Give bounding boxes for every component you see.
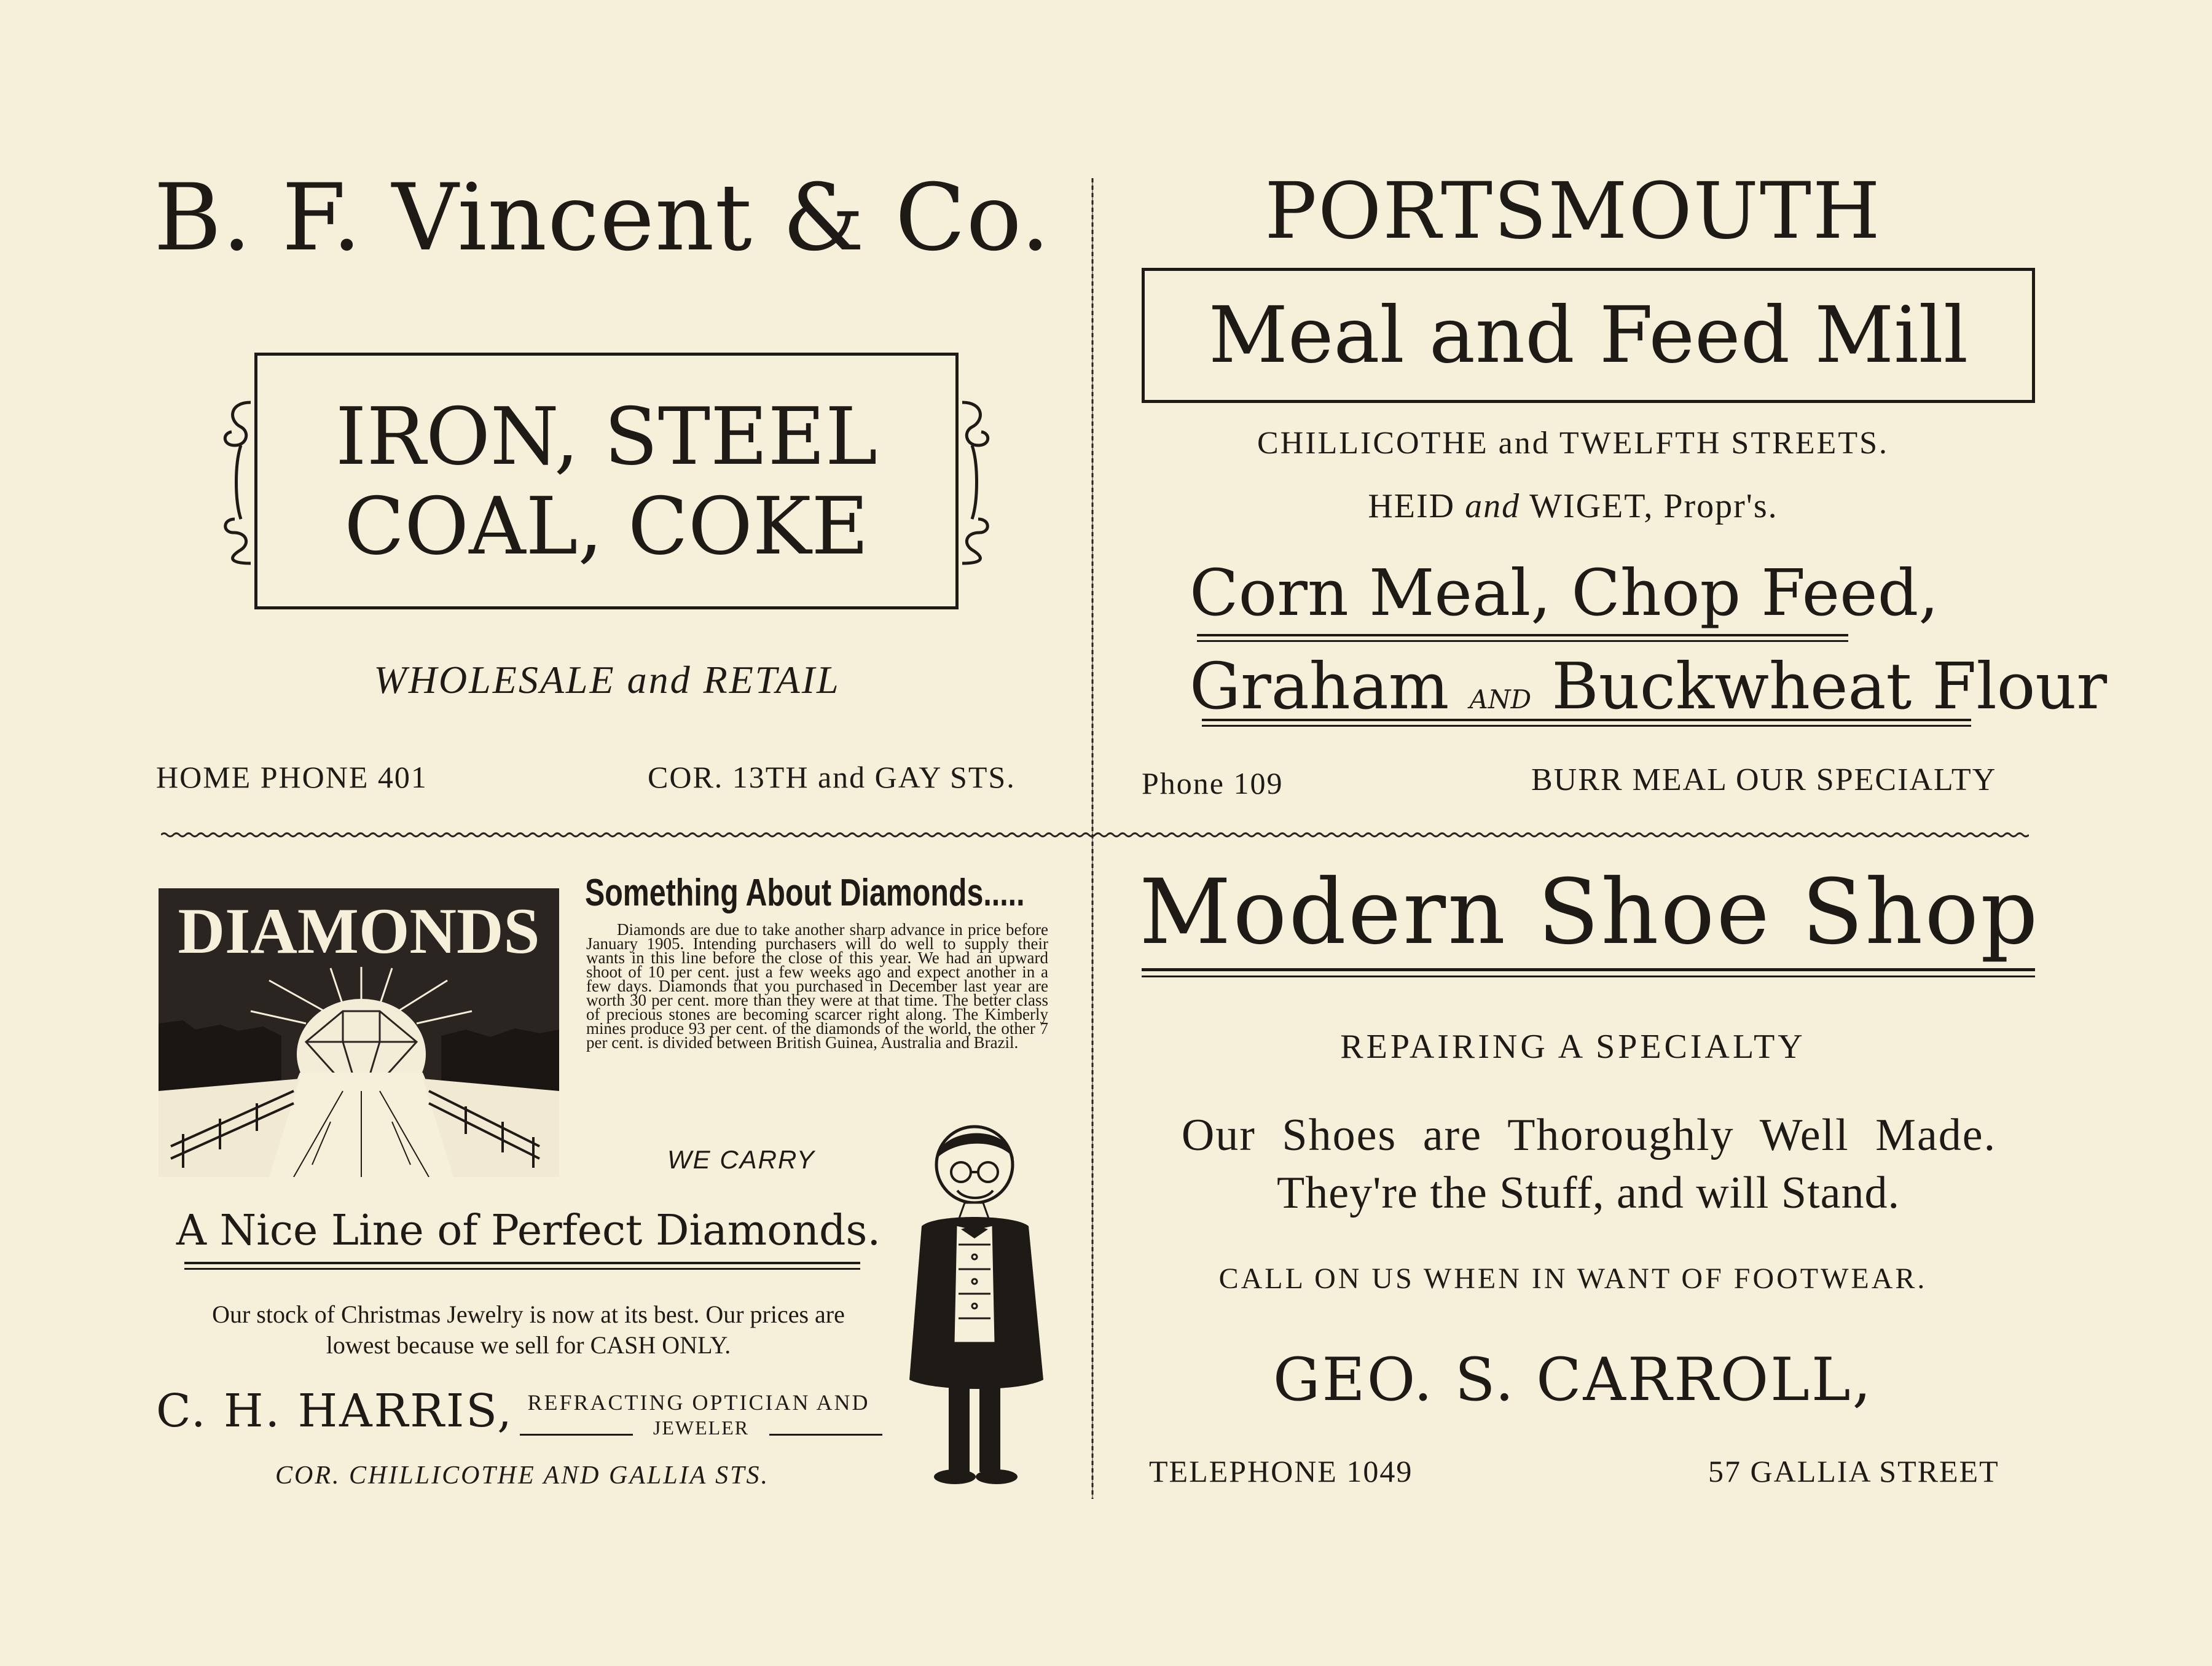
nice-line-rule: [184, 1262, 860, 1264]
shoe-title-rule: [1142, 968, 2035, 971]
mill-title: Meal and Feed Mill: [1208, 290, 1969, 380]
shoe-title: Modern Shoe Shop: [1139, 860, 2040, 964]
products-line-1: Corn Meal, Chop Feed,: [1190, 555, 1939, 630]
harris-title-2: JEWELER: [633, 1417, 769, 1439]
products-rule-1: [1197, 634, 1848, 636]
graham: Graham: [1190, 649, 1449, 724]
mill-specialty: BURR MEAL OUR SPECIALTY: [1531, 762, 1997, 797]
harris-address: COR. CHILLICOTHE AND GALLIA STS.: [275, 1461, 769, 1490]
harris-name: C. H. HARRIS,: [156, 1385, 514, 1437]
shoe-address: 57 GALLIA STREET: [1708, 1454, 1999, 1488]
diamonds-illustration: [159, 888, 559, 1177]
company-name: B. F. Vincent & Co.: [154, 165, 1051, 272]
products-and: AND: [1469, 684, 1532, 714]
mill-owners: [1143, 487, 2003, 526]
horizontal-divider: [161, 831, 2029, 839]
we-carry: WE CARRY: [667, 1145, 815, 1174]
owner-wiget: WIGET, Propr's.: [1529, 487, 1778, 525]
products-rule-2b: [1202, 725, 1971, 727]
stock-line-2: lowest because we sell for CASH ONLY.: [326, 1331, 731, 1359]
ornament-left-icon: [216, 396, 257, 568]
shoe-title-rule-b: [1142, 976, 2035, 977]
wholesale-retail: WHOLESALE and RETAIL: [374, 658, 841, 702]
product-line-1: IRON, STEEL: [335, 391, 877, 483]
jeweler-caricature-icon: [897, 1122, 1057, 1490]
portsmouth-heading: PORTSMOUTH: [1265, 166, 1881, 256]
article-title: Something About Diamonds.....: [585, 872, 1025, 914]
shoe-phone: TELEPHONE 1049: [1149, 1454, 1413, 1488]
owner-heid: HEID: [1368, 487, 1456, 525]
diamonds-label: DIAMONDS: [178, 895, 540, 967]
products-rule-2: [1202, 719, 1971, 721]
harris-title-1: REFRACTING OPTICIAN AND: [527, 1390, 870, 1415]
nice-line: A Nice Line of Perfect Diamonds.: [176, 1206, 881, 1255]
mill-box: [1142, 268, 2035, 403]
mill-phone: Phone 109: [1142, 766, 1284, 800]
product-line-2: COAL, COKE: [344, 481, 869, 573]
mill-streets: CHILLICOTHE and TWELFTH STREETS.: [1257, 426, 1889, 461]
shoe-line-1: Our Shoes are Thoroughly Well Made.: [1181, 1110, 1997, 1160]
shoe-line-2: They're the Stuff, and will Stand.: [1277, 1168, 1900, 1218]
shoe-call: CALL ON US WHEN IN WANT OF FOOTWEAR.: [1218, 1262, 1928, 1295]
buckwheat: Buckwheat Flour: [1551, 649, 2108, 724]
products-line-2: [1190, 649, 2107, 724]
vincent-phone: HOME PHONE 401: [156, 760, 428, 794]
nice-line-rule-b: [184, 1268, 860, 1270]
article-body: Diamonds are due to take another sharp advance in price before January 1905. Intending purchasers will do well to supply their wants in this line before the close of this year. We had an upward shoot of 10 per cent. just a few weeks ago and expect another in a few days. Diamonds that you purchased in December last year are worth 30 per cent. more than they were at that time. The better class of precious stones are becoming scarcer right along. The Kimberly mines produce 93 per cent. of the diamonds of the world, the other 7 per cent. is divided between British Guinea, Australia and Brazil.: [586, 920, 1048, 1052]
ornament-right-icon: [956, 396, 997, 568]
shoe-repairing: REPAIRING A SPECIALTY: [1340, 1028, 1806, 1066]
product-box: [254, 353, 959, 609]
vincent-address: COR. 13TH and GAY STS.: [648, 760, 1016, 794]
owners-and: and: [1465, 487, 1521, 525]
shoe-owner: GEO. S. CARROLL,: [1273, 1345, 1873, 1414]
stock-line-1: Our stock of Christmas Jewelry is now at its best. Our prices are: [212, 1300, 845, 1328]
products-rule-1b: [1197, 640, 1848, 642]
